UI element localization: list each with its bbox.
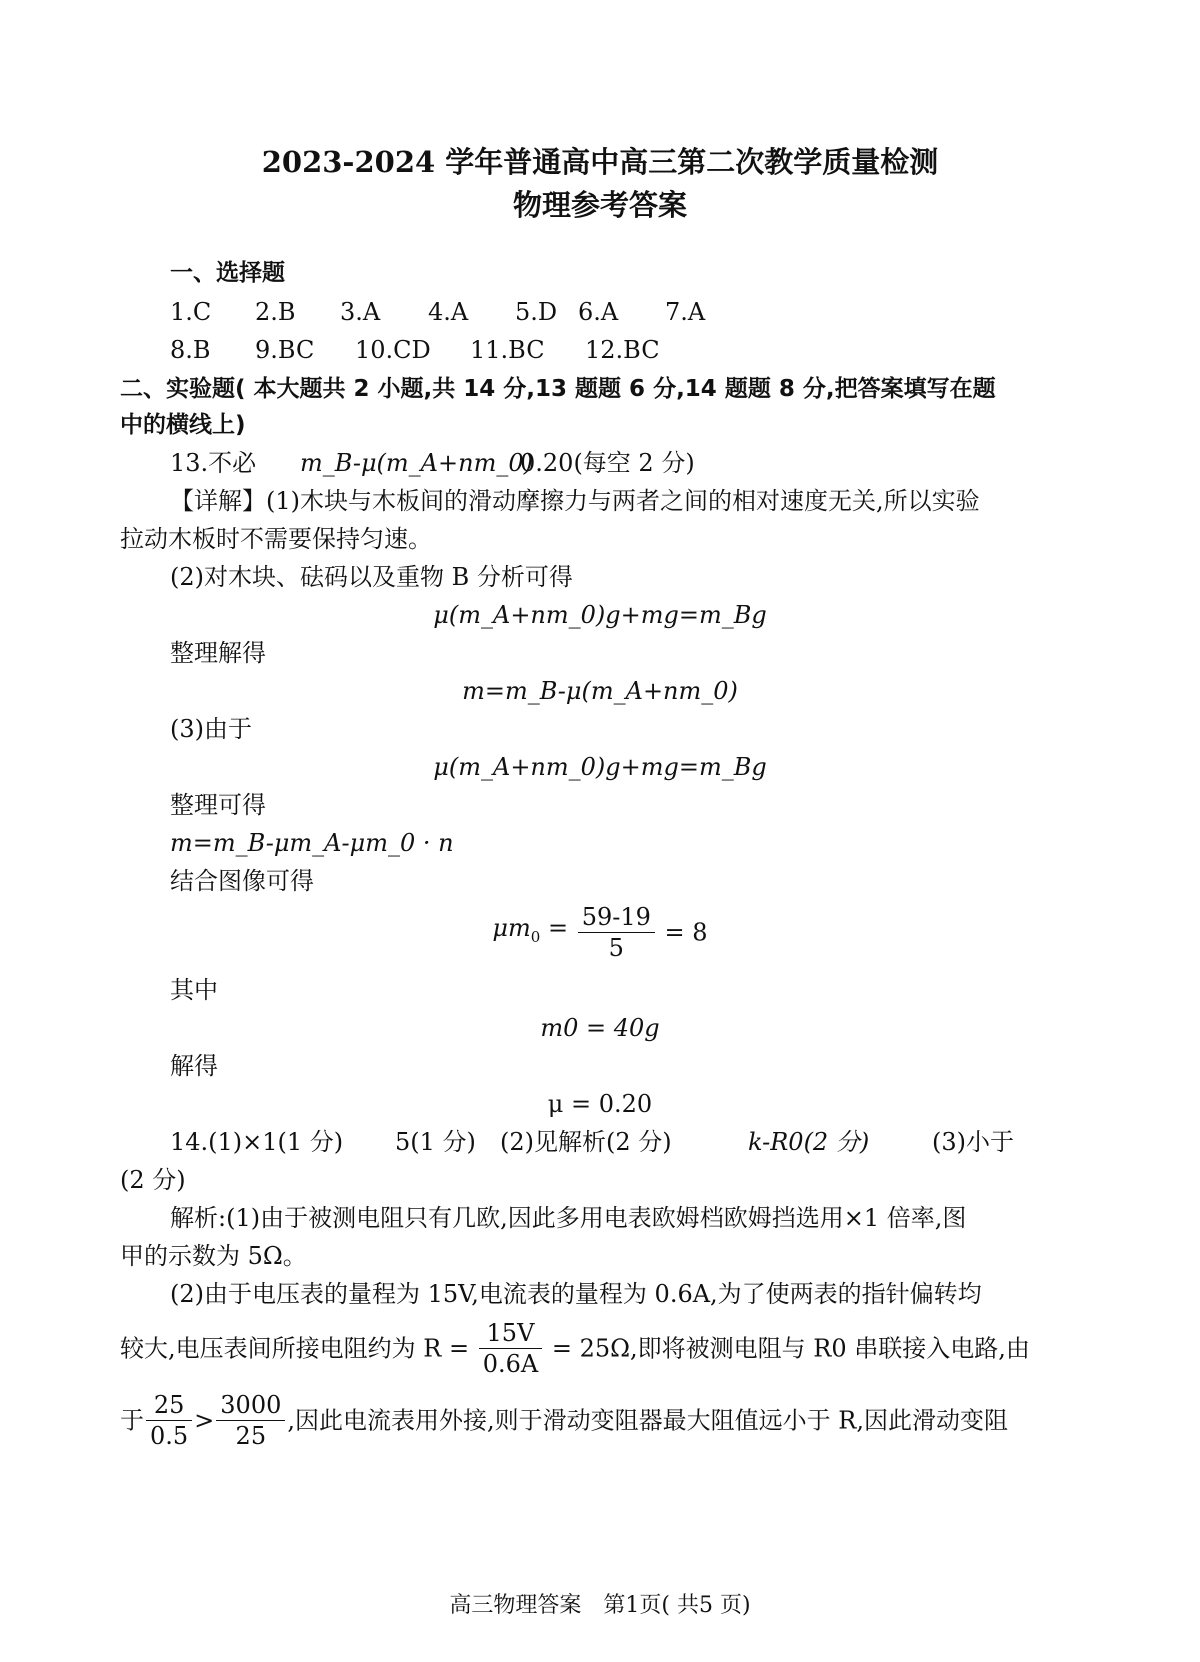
q13-answer-tail: 0.20(每空 2 分) — [520, 449, 695, 477]
page-title: 2023-2024 学年普通高中高三第二次教学质量检测 — [261, 145, 939, 179]
q13-equation-1: μ(m_A+nm_0)g+mg=m_Bg — [433, 601, 767, 629]
q13-part3: (3)由于 — [170, 715, 252, 743]
eq5-numerator: 59-19 — [578, 902, 655, 933]
choice-answer: 10.CD — [355, 336, 431, 364]
choice-answer: 5.D — [515, 298, 558, 326]
q14-analysis-line: 解析:(1)由于被测电阻只有几欧,因此多用电表欧姆档欧姆挡选用×1 倍率,图 — [170, 1204, 967, 1232]
q14-analysis-line: 甲的示数为 5Ω。 — [120, 1242, 307, 1270]
q13-answer-label: 13.不必 — [170, 449, 257, 477]
q13-equation-5 — [0, 902, 1200, 963]
q14-analysis-resistance-line: 较大,电压表间所接电阻约为 R = $\frac{15V}{0.6A}$ = 25Ω,即将被测电阻与 R0 串联接入电路,由 — [120, 1319, 1030, 1378]
q13-detail-line: 【详解】(1)木块与木板间的滑动摩擦力与两者之间的相对速度无关,所以实验 — [170, 487, 980, 515]
q14-analysis-comparison-line: 于 $\frac{25}{0.5}$ > $\frac{3000}{25}$ ,因此电流表用外接,则于滑动变阻器最大阻值远小于 R,因此滑动变阻 — [120, 1391, 1008, 1450]
choice-answer: 11.BC — [470, 336, 545, 364]
q13-equation-6: m0 = 40g — [540, 1014, 660, 1042]
resistance-fraction: $\frac{15V}{0.6A}$ — [479, 1318, 543, 1379]
eq5-fraction — [578, 902, 655, 963]
q13-text: 其中 — [170, 976, 218, 1004]
eq5-rhs: = 8 — [664, 918, 708, 947]
choice-answer: 9.BC — [255, 336, 315, 364]
choice-answer: 3.A — [340, 298, 381, 326]
q13-text: 整理可得 — [170, 791, 266, 819]
choice-answer: 8.B — [170, 336, 211, 364]
q14-answer-4: k-R0(2 分) — [748, 1128, 870, 1156]
choice-answer: 2.B — [255, 298, 296, 326]
choice-answer: 7.A — [665, 298, 706, 326]
ratio-fraction-2: $\frac{3000}{25}$ — [216, 1390, 285, 1451]
q13-text: 结合图像可得 — [170, 867, 314, 895]
q13-detail-line: 拉动木板时不需要保持匀速。 — [120, 525, 432, 553]
q13-part2: (2)对木块、砝码以及重物 B 分析可得 — [170, 563, 573, 591]
q14-answer-1: 14.(1)×1(1 分) — [170, 1128, 344, 1156]
ratio-fraction-1: $\frac{25}{0.5}$ — [146, 1390, 192, 1451]
section-heading-experiment-cont: 中的横线上) — [120, 412, 246, 438]
q13-equation-7: μ = 0.20 — [547, 1090, 653, 1118]
choice-answer: 4.A — [428, 298, 469, 326]
page-subtitle: 物理参考答案 — [512, 188, 687, 222]
q14-answer-score: (2 分) — [120, 1166, 186, 1194]
q13-text: 解得 — [170, 1052, 218, 1080]
choice-answer: 6.A — [578, 298, 619, 326]
q13-equation-4: m=m_B-μm_A-μm_0 · n — [170, 829, 454, 857]
q14-analysis-line: (2)由于电压表的量程为 15V,电流表的量程为 0.6A,为了使两表的指针偏转均 — [170, 1280, 982, 1308]
choice-answer: 12.BC — [585, 336, 660, 364]
section-heading-choice: 一、选择题 — [170, 260, 285, 286]
q14-answer-3: (2)见解析(2 分) — [500, 1128, 672, 1156]
section-heading-experiment: 二、实验题( 本大题共 2 小题,共 14 分,13 题题 6 分,14 题题 8 分,把答案填写在题 — [120, 376, 996, 402]
q13-text: 整理解得 — [170, 639, 266, 667]
eq5-lhs: $\mu m_0$ = — [492, 914, 569, 946]
q14-answer-2: 5(1 分) — [395, 1128, 476, 1156]
q13-answer-expression: m_B-μ(m_A+nm_0) — [300, 449, 533, 477]
q13-equation-2: m=m_B-μ(m_A+nm_0) — [462, 677, 738, 705]
eq5-denominator: 5 — [608, 934, 624, 962]
q13-equation-3: μ(m_A+nm_0)g+mg=m_Bg — [433, 753, 767, 781]
choice-answer: 1.C — [170, 298, 212, 326]
page-footer: 高三物理答案 第1页( 共5 页) — [449, 1593, 751, 1618]
q14-answer-5: (3)小于 — [932, 1128, 1014, 1156]
